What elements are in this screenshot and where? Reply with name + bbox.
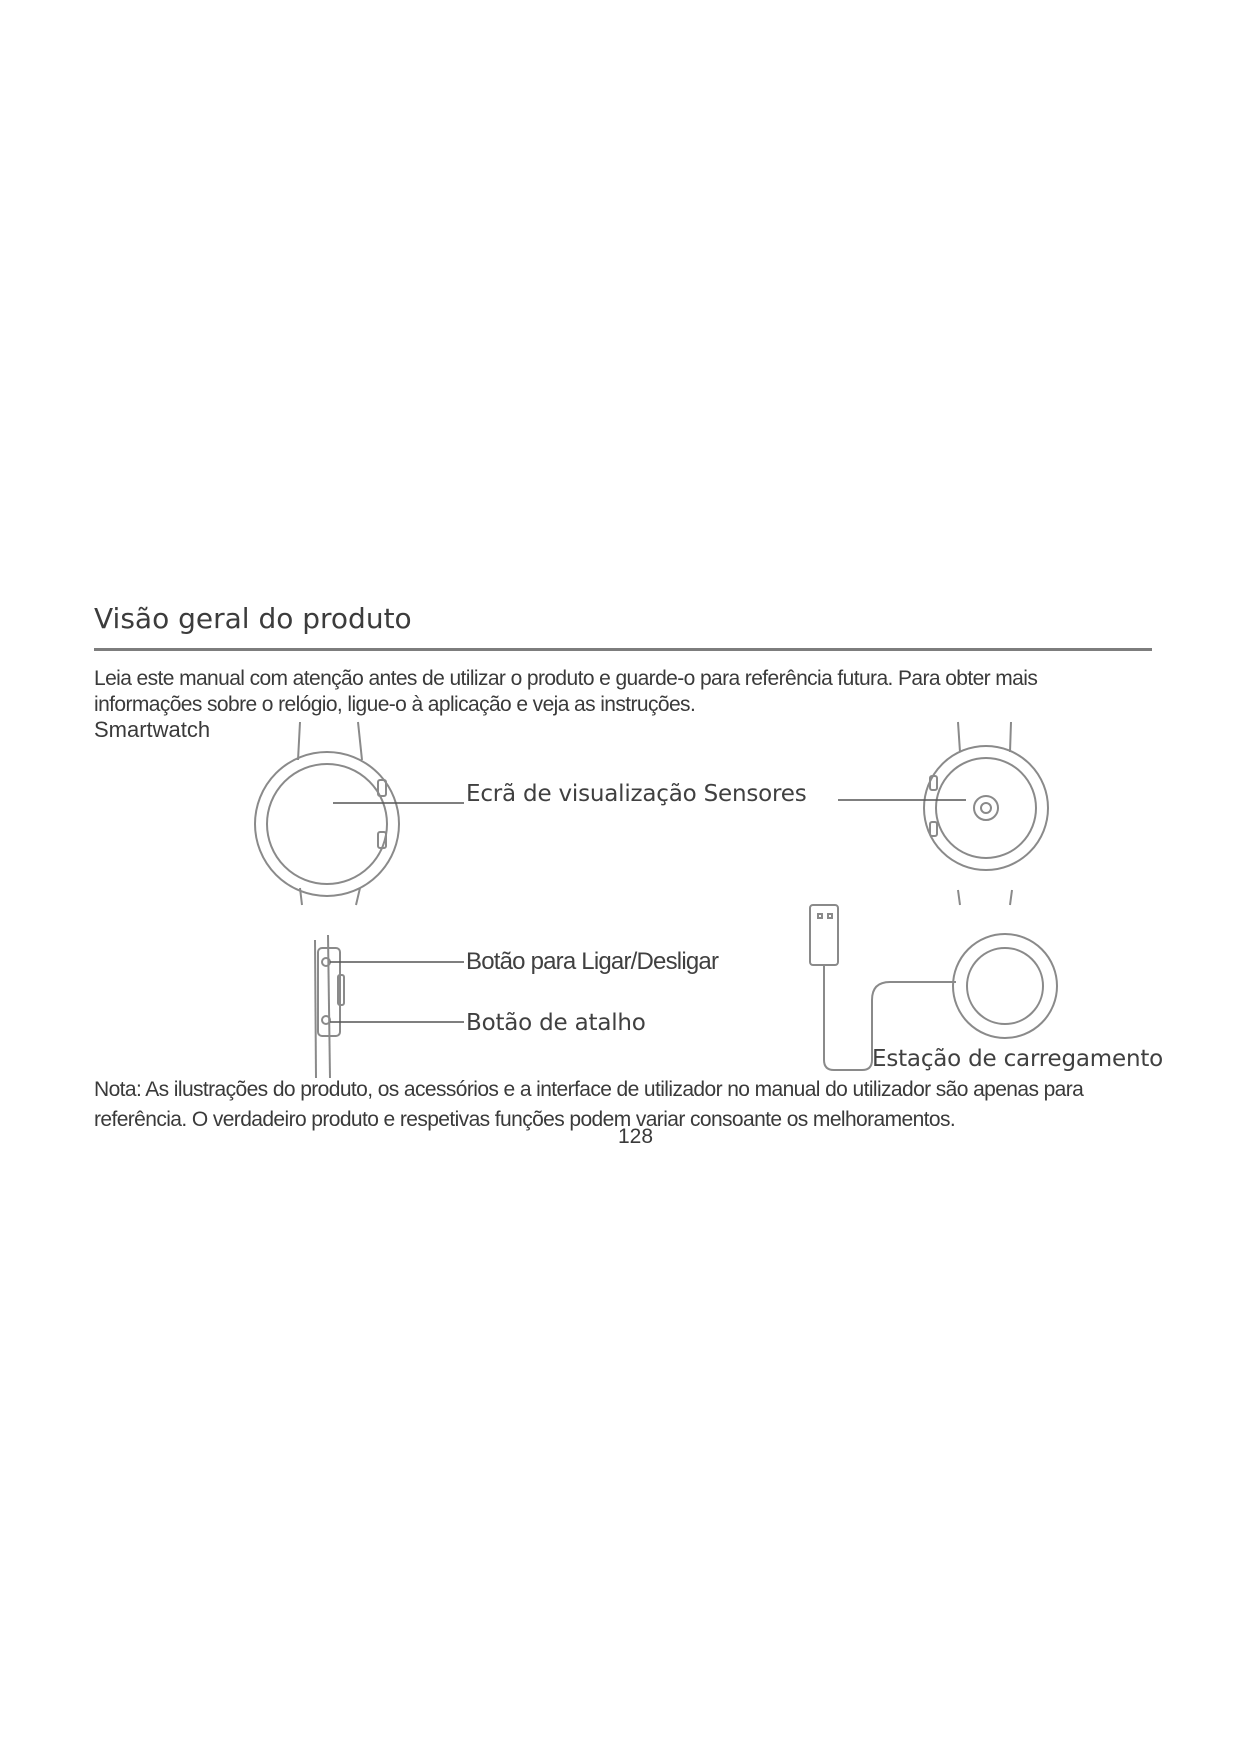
watch-front-icon xyxy=(255,722,399,905)
note-line-1: Nota: As ilustrações do produto, os acessórios e a interface de utilizador no manual do utilizador são apenas para xyxy=(94,1078,1084,1101)
shortcut-button-label: Botão de atalho xyxy=(466,1010,646,1036)
watch-side-icon xyxy=(315,935,344,1078)
intro-paragraph xyxy=(94,666,1174,718)
watch-back-icon xyxy=(924,722,1048,905)
smartwatch-heading: Smartwatch xyxy=(94,717,211,742)
intro-line-1: Leia este manual com atenção antes de utilizar o produto e guarde-o para referência futura. Para obter mais xyxy=(94,667,1038,690)
charging-puck-icon xyxy=(953,934,1057,1038)
power-button-label: Botão para Ligar/Desligar xyxy=(466,948,719,975)
section-title: Visão geral do produto xyxy=(94,602,412,635)
intro-line-2: informações sobre o relógio, ligue-o à aplicação e veja as instruções. xyxy=(94,693,696,716)
display-sensors-label: Ecrã de visualização Sensores xyxy=(466,781,807,807)
note-line-2: referência. O verdadeiro produto e respetivas funções podem variar consoante os melhoramentos. xyxy=(94,1108,956,1131)
title-divider xyxy=(94,648,1152,651)
page-number: 128 xyxy=(618,1125,654,1148)
charging-station-label: Estação de carregamento xyxy=(872,1046,1164,1072)
